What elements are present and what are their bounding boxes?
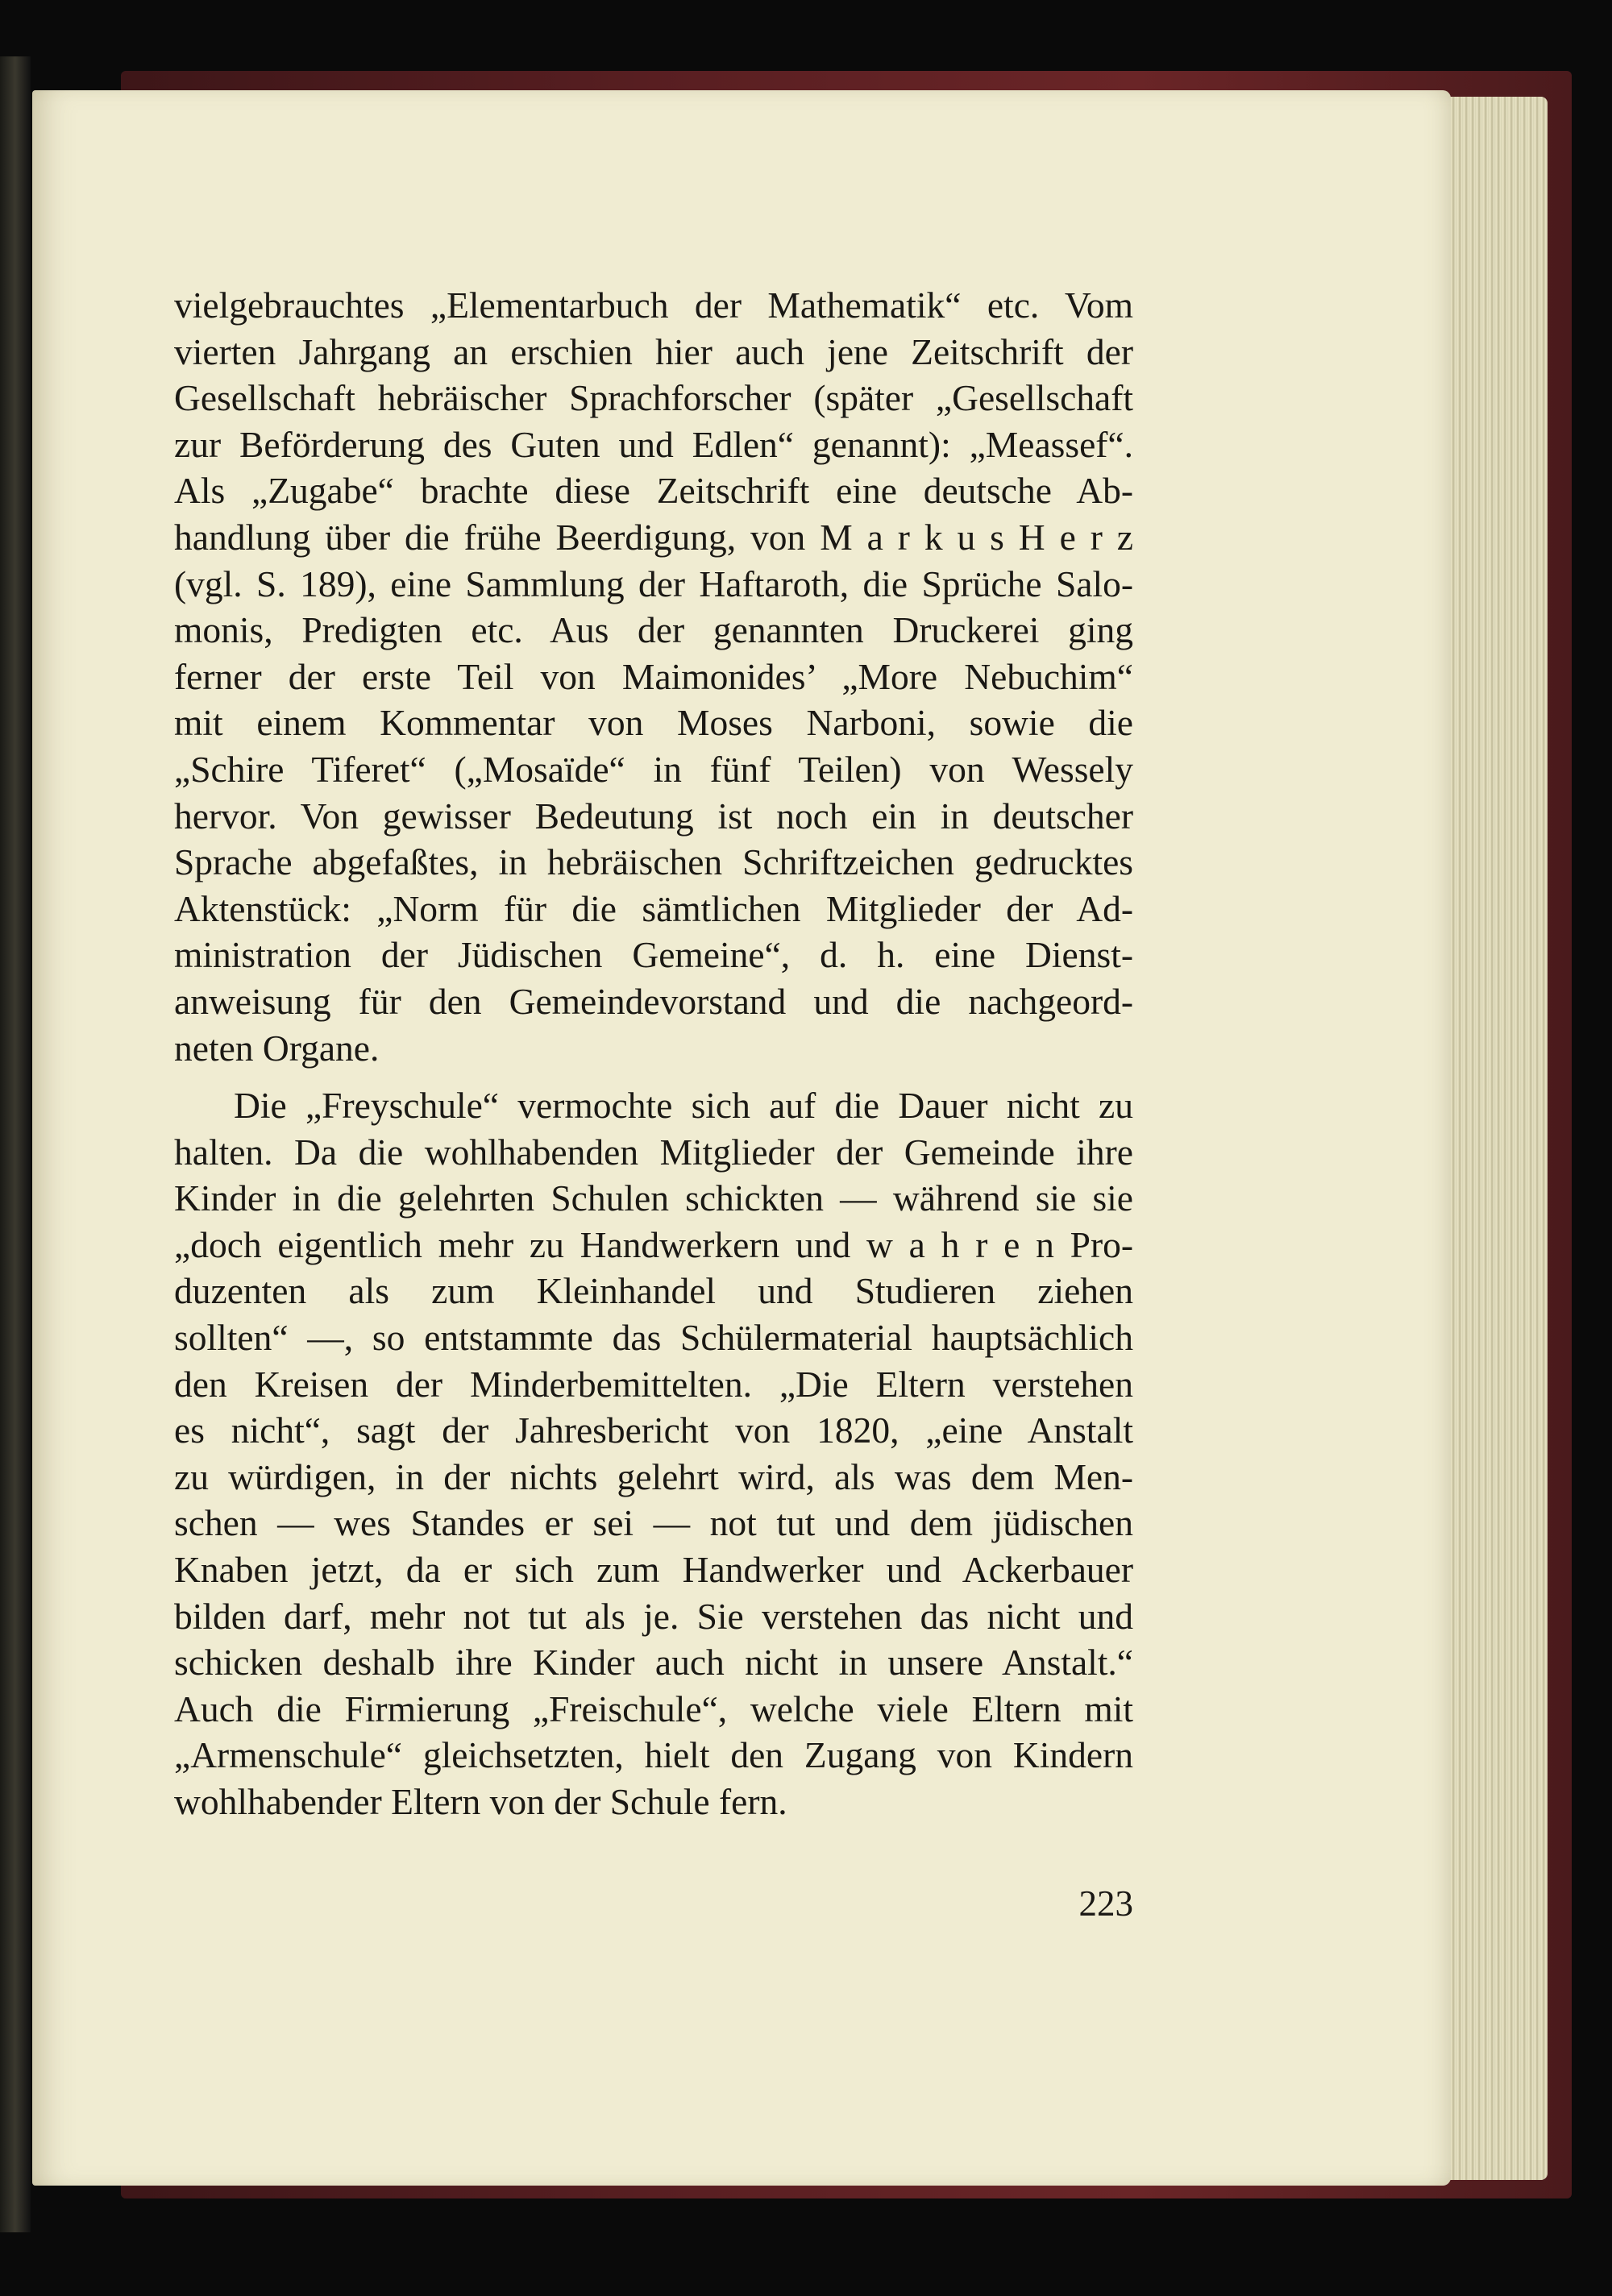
text-line: den Kreisen der Minderbemittelten. „Die Eltern verstehen [174, 1363, 1133, 1405]
text-line: Gesellschaft hebräischer Sprachforscher (später „Gesellschaft [174, 377, 1133, 419]
text-line: schicken deshalb ihre Kinder auch nicht in unsere Anstalt.“ [174, 1642, 1133, 1684]
text-line: Knaben jetzt, da er sich zum Handwerker und Ackerbauer [174, 1549, 1133, 1591]
text-line: bilden darf, mehr not tut als je. Sie verstehen das nicht und [174, 1595, 1133, 1637]
page-edges [1443, 97, 1548, 2180]
text-line: Sprache abgefaßtes, in hebräischen Schriftzeichen gedrucktes [174, 841, 1133, 883]
paragraph [174, 282, 1133, 1071]
text-line: Die „Freyschule“ vermochte sich auf die Dauer nicht zu [234, 1085, 1133, 1127]
text-line: handlung über die frühe Beerdigung, von M a r k u s H e r z [174, 516, 1133, 558]
text-line: zur Beförderung des Guten und Edlen“ genannt): „Meassef“. [174, 423, 1133, 465]
text-line: es nicht“, sagt der Jahresbericht von 1820, „eine Anstalt [174, 1410, 1133, 1451]
text-line: anweisung für den Gemeindevorstand und die nachgeord- [174, 980, 1133, 1022]
text-line: hervor. Von gewisser Bedeutung ist noch ein in deutscher [174, 795, 1133, 837]
text-line: (vgl. S. 189), eine Sammlung der Haftaroth, die Sprüche Salo- [174, 563, 1133, 604]
text-line: wohlhabender Eltern von der Schule fern. [174, 1781, 787, 1822]
book-spine [0, 56, 31, 2232]
text-line: ministration der Jüdischen Gemeine“, d. h. eine Dienst- [174, 934, 1133, 976]
text-line: „doch eigentlich mehr zu Handwerkern und w a h r e n Pro- [174, 1223, 1133, 1265]
text-line: neten Organe. [174, 1027, 380, 1069]
text-line: schen — wes Standes er sei — not tut und dem jüdischen [174, 1502, 1133, 1544]
text-line: zu würdigen, in der nichts gelehrt wird, als was dem Men- [174, 1455, 1133, 1497]
text-line: Auch die Firmierung „Freischule“, welche viele Eltern mit [174, 1688, 1133, 1729]
text-line: duzenten als zum Kleinhandel und Studieren ziehen [174, 1270, 1133, 1312]
text-line: „Armenschule“ gleichsetzten, hielt den Zugang von Kindern [174, 1734, 1133, 1776]
text-line: mit einem Kommentar von Moses Narboni, sowie die [174, 702, 1133, 744]
paragraph [174, 1082, 1133, 1825]
text-line: vierten Jahrgang an erschien hier auch jene Zeitschrift der [174, 330, 1133, 372]
text-line: Als „Zugabe“ brachte diese Zeitschrift eine deutsche Ab- [174, 470, 1133, 512]
page-text [174, 282, 1133, 1825]
text-line: vielgebrauchtes „Elementarbuch der Mathematik“ etc. Vom [174, 284, 1133, 326]
text-line: ferner der erste Teil von Maimonides’ „More Nebuchim“ [174, 655, 1133, 697]
text-line: monis, Predigten etc. Aus der genannten Druckerei ging [174, 609, 1133, 651]
paragraph-gap [174, 1071, 1133, 1082]
text-line: „Schire Tiferet“ („Mosaïde“ in fünf Teilen) von Wessely [174, 748, 1133, 790]
text-line: Kinder in die gelehrten Schulen schickten — während sie sie [174, 1177, 1133, 1219]
text-line: halten. Da die wohlhabenden Mitglieder der Gemeinde ihre [174, 1131, 1133, 1173]
page-number: 223 [1078, 1883, 1133, 1924]
text-line: sollten“ —, so entstammte das Schülermaterial hauptsächlich [174, 1317, 1133, 1359]
book-page [32, 90, 1451, 2186]
text-line: Aktenstück: „Norm für die sämtlichen Mitglieder der Ad- [174, 887, 1133, 929]
